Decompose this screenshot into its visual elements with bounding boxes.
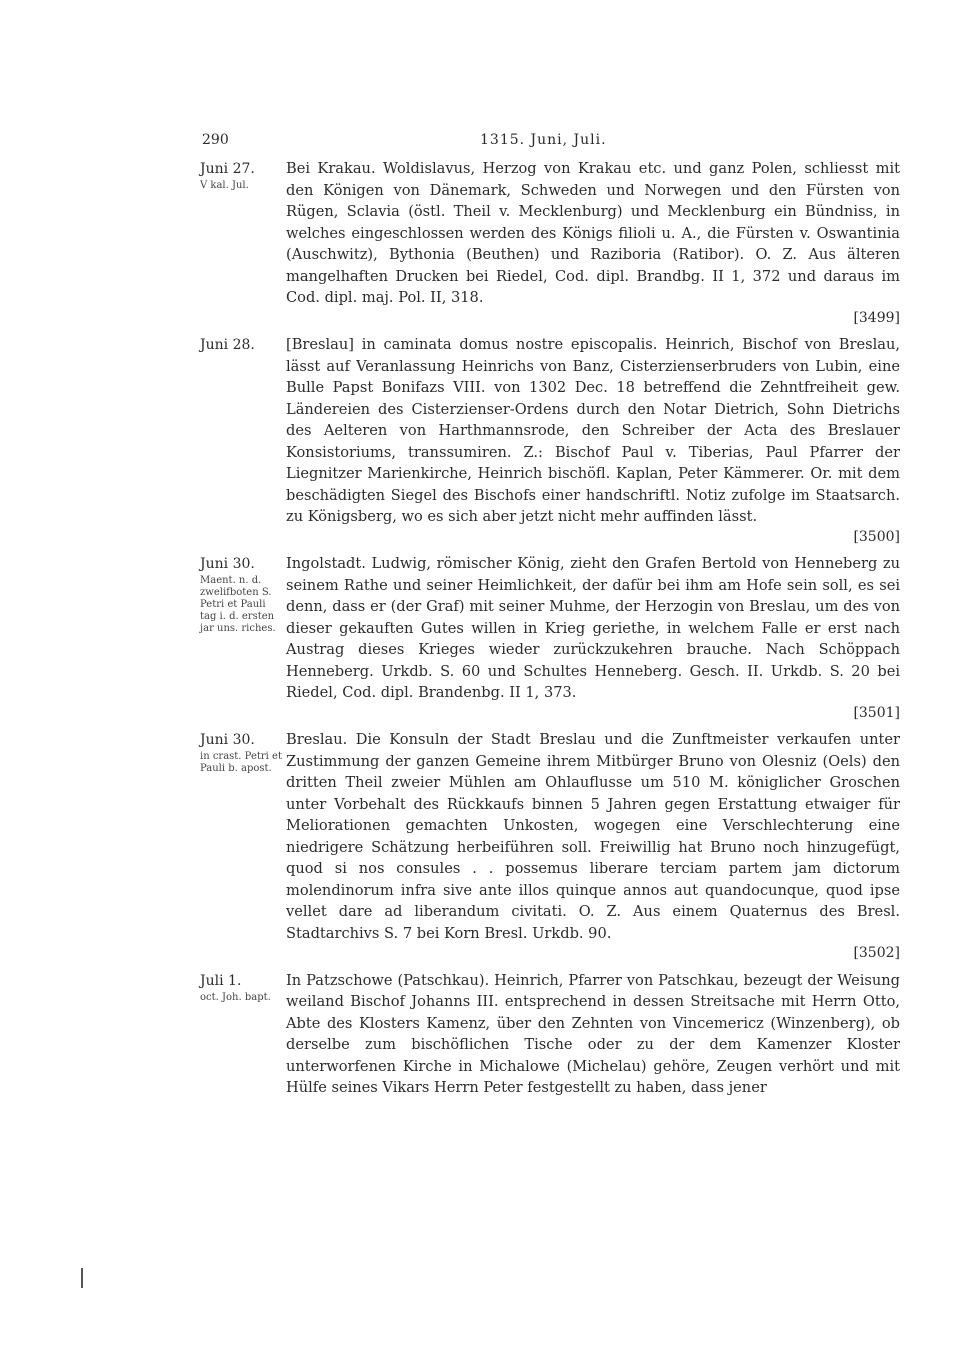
entry-3502 xyxy=(200,729,900,965)
entry-text: [Breslau] in caminata domus nostre episcopalis. Heinrich, Bischof von Breslau, lässt auf Veranlassung Heinrichs von Banz, Cisterzienserbruders von Lubin, eine Bulle Papst Bonifazs VIII. von 1302 Dec. 18 betreffend die Zehntfreiheit gew. Ländereien des Cisterzienser-Ordens durch den Notar Dietrich, Sohn Dietrichs des Aelteren von Harthmannsrode, den Schreiber der Acta des Breslauer Konsistoriums, transsumiren. Z.: Bischof Paul v. Tiberias, Paul Pfarrer der Liegnitzer Marienkirche, Heinrich bischöfl. Kaplan, Peter Kämmerer. Or. mit dem beschädigten Siegel des Bischofs einer handschriftl. Notiz zufolge im Staatsarch. zu Königsberg, wo es sich aber jetzt nicht mehr auffinden lässt. xyxy=(286,336,900,525)
entry-3499 xyxy=(200,158,900,329)
entry-number: [3502] xyxy=(853,945,900,961)
entry-continued xyxy=(200,970,900,1099)
entry-text: Ingolstadt. Ludwig, römischer König, zieht den Grafen Bertold von Henneberg zu seinem Rathe und seiner Heimlichkeit, der dafür bei ihm am Hofe sein soll, es sei denn, dass er (der Graf) mit seiner Muhme, der Herzogin von Breslau, um des von dieser gekauften Gutes willen in Krieg geriethe, in welchem Falle er erst nach Austrag dieses Krieges wieder zurückzukehren brauche. Nach Schöppach Henneberg. Urkdb. S. 60 und Schultes Henneberg. Gesch. II. Urkdb. S. 20 bei Riedel, Cod. dipl. Brandenbg. II 1, 373. xyxy=(286,555,900,701)
entry-margin-note: in crast. Petri et Pauli b. apost. xyxy=(200,751,282,774)
document-body xyxy=(200,158,900,1104)
entry-margin xyxy=(200,729,284,775)
entry-date: Juni 28. xyxy=(200,337,255,353)
entry-text-block xyxy=(286,970,900,1099)
entry-date: Juni 30. xyxy=(200,732,255,748)
entry-3501 xyxy=(200,553,900,724)
entry-text-block xyxy=(286,334,900,548)
entry-margin xyxy=(200,158,284,192)
entry-text: Breslau. Die Konsuln der Stadt Breslau und die Zunftmeister verkaufen unter Zustimmung der ganzen Gemeine ihrem Mitbürger Bruno von Olesniz (Oels) den dritten Theil zweier Mühlen am Ohlauflusse um 510 M. königlicher Groschen unter Vorbehalt des Rückkaufs binnen 5 Jahren gegen Erstattung etwaiger für Meliorationen gemachten Unkosten, wogegen eine Verschlechterung eine niedrigere Schätzung herbeiführen soll. Freiwillig hat Bruno noch hinzugefügt, quod si nos consules . . possemus liberare terciam partem jam dictorum molendinorum infra sive ante illos quinque annos aut quandocunque, quod ipse vellet dare ad liberandum civitati. O. Z. Aus einem Quaternus des Bresl. Stadtarchivs S. 7 bei Korn Bresl. Urkdb. 90. xyxy=(286,731,900,942)
entry-margin xyxy=(200,334,284,356)
entry-margin xyxy=(200,553,284,635)
entry-text-block xyxy=(286,553,900,724)
entry-3500 xyxy=(200,334,900,548)
entry-margin-note: Maent. n. d. zwelifboten S. Petri et Pauli tag i. d. ersten jar uns. riches. xyxy=(200,575,276,634)
running-head: 1315. Juni, Juli. xyxy=(480,132,607,148)
entry-number: [3501] xyxy=(853,704,900,721)
entry-number: [3500] xyxy=(853,528,900,545)
entry-number: [3499] xyxy=(853,309,900,326)
entry-margin xyxy=(200,970,284,1004)
entry-margin-note: oct. Joh. bapt. xyxy=(200,991,271,1003)
entry-date: Juni 27. xyxy=(200,161,255,177)
entry-margin-note: V kal. Jul. xyxy=(200,180,249,191)
margin-mark xyxy=(81,1268,83,1288)
entry-text: In Patzschowe (Patschkau). Heinrich, Pfarrer von Patschkau, bezeugt der Weisung weiland Bischof Johanns III. entsprechend in dessen Streitsache mit Herrn Otto, Abte des Klosters Kamenz, über den Zehnten von Vincemericz (Winzenberg), ob derselbe zum bischöflichen Tische oder zu der dem Kamenzer Kloster unterworfenen Kirche in Michalowe (Michelau) gehöre, Zeugen verhört und mit Hülfe seines Vikars Herrn Peter festgestellt zu haben, dass jener xyxy=(286,971,900,1096)
entry-text-block xyxy=(286,729,900,965)
entry-text: Bei Krakau. Woldislavus, Herzog von Krakau etc. und ganz Polen, schliesst mit den Königen von Dänemark, Schweden und Norwegen und den Fürsten von Rügen, Sclavia (östl. Theil v. Mecklenburg) und Mecklenburg ein Bündniss, in welches eingeschlossen werden des Königs filioli u. A., die Fürsten v. Oswantinia (Auschwitz), Bythonia (Beuthen) und Raziboria (Ratibor). O. Z. Aus älteren mangelhaften Drucken bei Riedel, Cod. dipl. Brandbg. II 1, 372 und daraus im Cod. dipl. maj. Pol. II, 318. xyxy=(286,160,900,306)
page-number: 290 xyxy=(202,132,229,148)
entry-date: Juli 1. xyxy=(200,972,242,989)
entry-text-block xyxy=(286,158,900,329)
entry-date: Juni 30. xyxy=(200,556,255,572)
